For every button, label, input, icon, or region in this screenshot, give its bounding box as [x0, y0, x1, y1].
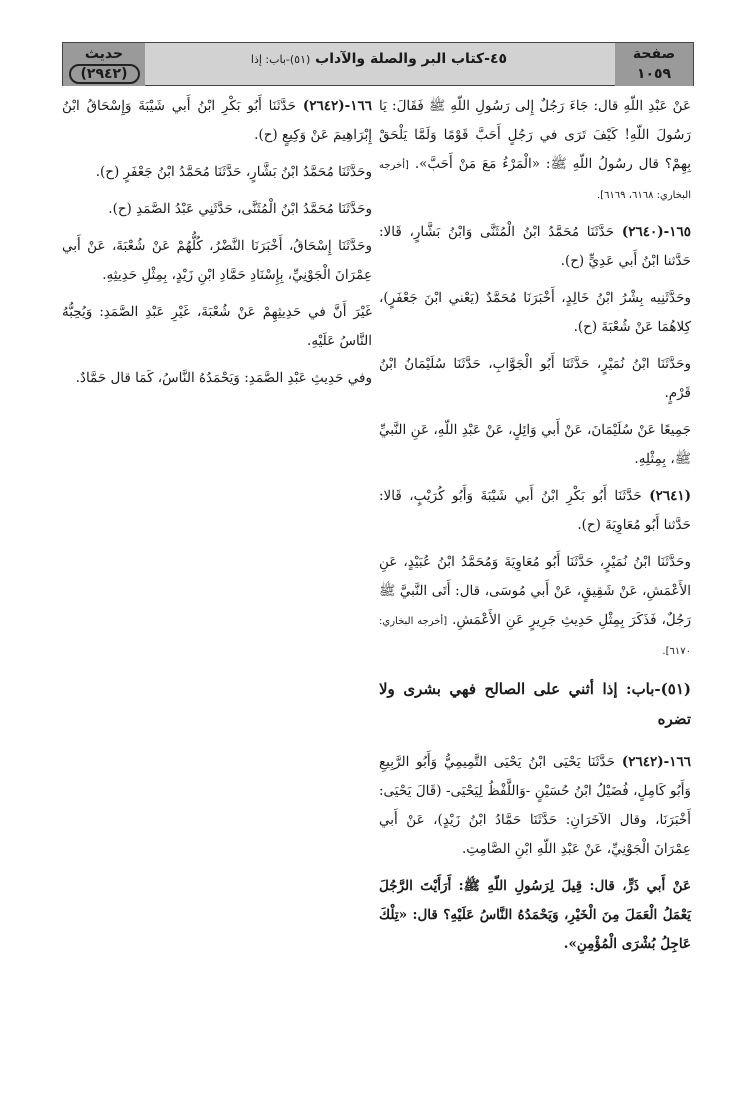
hadith-number: (٢٩٤٢)	[69, 64, 140, 84]
paragraph	[379, 92, 691, 210]
paragraph: جَمِيعًا عَنْ سُلَيْمَانَ، عَنْ أَبي وَائِلٍ، عَنْ عَبْدِ اللّهِ، عَنِ النَّبيِّ ﷺ، بِمِثْلِهِ.	[379, 422, 691, 467]
reference-note: [أخرجه البخاري: ٦١٦٨، ٦١٦٩].	[379, 160, 691, 201]
hadith-text: حَدَّثَنَا مُحَمَّدُ ابْنُ الْمُثَنَّى وَابْنُ بَشَّارٍ، قَالا: حَدَّثنا ابْنُ أَبي عَدِيٍّ (ح).	[379, 224, 691, 269]
hadith-number-box	[63, 43, 145, 86]
paragraph	[379, 482, 691, 540]
hadith-number: ١٦٦-(٢٦٤٢)	[621, 754, 691, 770]
paragraph	[379, 548, 691, 666]
paragraph: عَنْ أَبي ذَرٍّ، قال: قِيلَ لِرَسُولِ اللّهِ ﷺ: أَرَأَيْتَ الرَّجُلَ يَعْمَلُ الْعَمَلَ مِنَ الْخَيْرِ، وَيَحْمَدُهُ النَّاسُ عَلَيْهِ؟ قال: «تِلْكَ عَاجِلُ بُشْرَى الْمُؤْمِنِ».	[379, 878, 691, 952]
paragraph: وحَدَّثَنِيه بِشْرُ ابْنُ خَالِدٍ، أَخْبَرَنَا مُحَمَّدٌ (يَعْني ابْنَ جَعْفَرٍ)، كِلاهُمَا عَنْ شُعْبَةَ (ح).	[379, 290, 691, 335]
paragraph: وحَدَّثَنَا ابْنُ نُمَيْرٍ، حَدَّثَنَا أَبُو الْجَوَّابِ، حَدَّثَنَا سُلَيْمَانُ ابْنُ قَرْمٍ.	[379, 356, 691, 401]
running-header	[62, 42, 694, 86]
hadith-text: وحَدَّثَنَا ابْنُ نُمَيْرٍ، حَدَّثَنَا أَبُو مُعَاوِيَةَ وَمُحَمَّدُ ابْنُ عُبَيْدٍ، عَنِ الأَعْمَشِ، عَنْ شَقِيقٍ، عَنْ أَبي مُوسَى، قال: أَتَى النَّبيَّ ﷺ رَجُلٌ، فَذَكَرَ بِمِثْلِ حَدِيثِ جَرِيرٍ عَنِ الأَعْمَشِ.	[379, 554, 691, 628]
paragraph: وفي حَدِيثِ عَبْدِ الصَّمَدِ: وَيَحْمَدُهُ النَّاسُ، كَمَا قال حَمَّادٌ.	[75, 370, 372, 386]
hadith-text: حَدَّثَنَا أَبُو بَكْرِ ابْنُ أَبي شَيْبَةَ وَأَبُو كُرَيْبٍ، قَالا: حَدَّثنا أَبُو مُعَاوِيَةَ (ح).	[379, 488, 691, 533]
paragraph: وحَدَّثَنَا إِسْحَاقُ، أَخْبَرَنَا النَّضْرُ، كُلُّهُمْ عَنْ شُعْبَةَ، عَنْ أَبي عِمْرَانَ الْجَوْنِيِّ، بِإِسْنَادِ حَمَّادِ ابْنِ زَيْدٍ، بِمِثْلِ حَدِيثِهِ.	[62, 238, 372, 283]
paragraph	[62, 92, 372, 150]
book-title: ٤٥-كتاب البر والصلة والآداب	[315, 51, 508, 67]
hadith-label: حديث	[84, 46, 124, 62]
paragraph	[379, 748, 691, 864]
hadith-number: (٢٦٤١)	[649, 488, 692, 504]
page-label: صفحة	[632, 46, 676, 62]
right-column	[379, 92, 691, 967]
page-number-box	[615, 43, 693, 86]
hadith-number: ١٦٥-(٢٦٤٠)	[621, 224, 691, 240]
chapter-heading: (٥١)-باب: إذا أثني على الصالح فهي بشرى ولا تضره	[379, 680, 691, 728]
page-number: ١٠٥٩	[636, 66, 672, 82]
hadith-text: حَدَّثَنَا يَحْيَى ابْنُ يَحْيَى التَّمِيمِيُّ وَأَبُو الرَّبِيعِ وَأَبُو كَامِلٍ، فُضَيْلُ ابْنُ حُسَيْنٍ -وَاللَّفْظُ لِيَحْيَى- (قَالَ يَحْيَى: أَخْبَرَنَا، وقال الآخَرَانِ: حَدَّثَنَا حَمَّادُ ابْنُ زَيْدٍ)، عَنْ أَبي عِمْرَانَ الْجَوْنِيِّ، عَنْ عَبْدِ اللّهِ ابْنِ الصَّامِتِ.	[379, 754, 691, 857]
paragraph	[379, 218, 691, 276]
hadith-text: عَنْ عَبْدِ اللّهِ قال: جَاءَ رَجُلٌ إِلى رَسُولِ اللّهِ ﷺ فَقَالَ: يَا رَسُولَ اللّهِ! كَيْفَ تَرَى في رَجُلٍ أَحَبَّ قَوْمًا وَلَمَّا يَلْحَقْ بِهِمْ؟ قال رسُولُ اللّهِ ﷺ: «الْمَرْءُ مَعَ مَنْ أَحَبَّ».	[379, 98, 691, 172]
paragraph: وحَدَّثَنَا مُحَمَّدُ ابْنُ الْمُثَنَّى، حَدَّثَنِي عَبْدُ الصَّمَدِ (ح).	[108, 201, 372, 217]
hadith-number: ١٦٦-(٢٦٤٢)	[302, 98, 373, 114]
book-title-bar	[155, 51, 603, 67]
reference-note: [أخرجه البخاري: ٦١٧٠].	[379, 616, 691, 657]
hadith-text: حَدَّثَنَا أَبُو بَكْرِ ابْنُ أَبي شَيْبَةَ وَإِسْحَاقُ ابْنُ إِبْرَاهِيمَ عَنْ وَكِيعٍ (ح).	[62, 98, 372, 143]
paragraph: وحَدَّثَنَا مُحَمَّدُ ابْنُ بَشَّارٍ، حَدَّثَنَا مُحَمَّدُ ابْنُ جَعْفَرٍ (ح).	[95, 164, 372, 180]
chapter-ref: (٥١)-باب: إذا	[250, 53, 311, 66]
left-column	[62, 92, 372, 401]
paragraph: غَيْرَ أَنَّ في حَدِيثِهِمْ عَنْ شُعْبَةَ، غَيْرِ عَبْدِ الصَّمَدِ: وَيُحِبُّهُ النَّاسُ عَلَيْهِ.	[62, 304, 372, 349]
